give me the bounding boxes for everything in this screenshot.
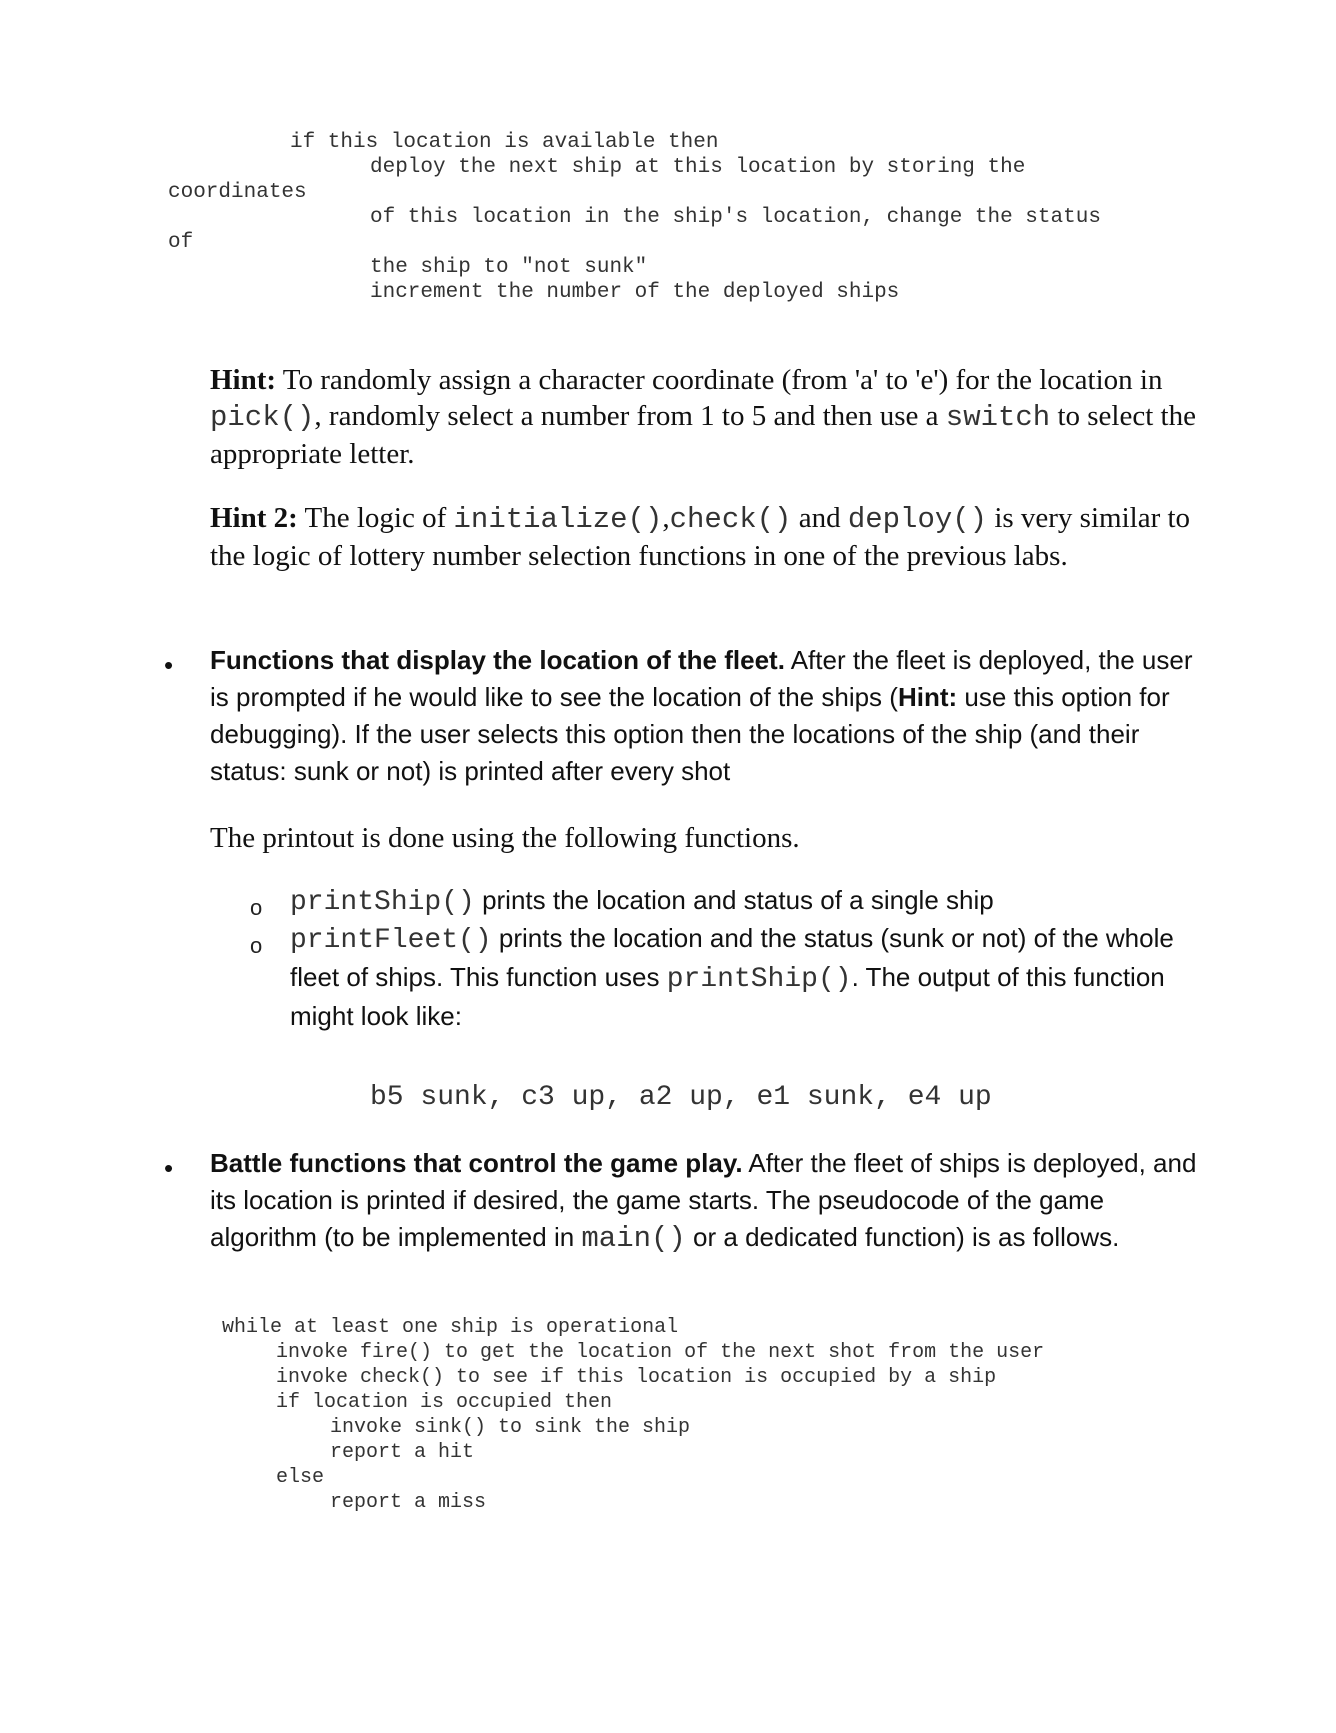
code-line: if location is occupied then	[276, 1391, 613, 1414]
sub-item-text: prints the location and the status (sunk or not) of the whole fleet of ships. This function uses	[290, 923, 1174, 992]
code-line: report a miss	[330, 1491, 487, 1514]
code-line: while at least one ship is operational	[222, 1316, 679, 1339]
section-text: After the fleet is deployed, the user is prompted if he would like to see the location of the ships (	[210, 645, 1193, 712]
sub-bullet-marker: o	[250, 895, 263, 920]
sub-bullet-marker: o	[250, 933, 263, 958]
code-line: invoke fire() to get the location of the next shot from the user	[276, 1341, 1045, 1364]
sample-output: b5 sunk, c3 up, a2 up, e1 sunk, e4 up	[370, 1082, 992, 1113]
battle-functions-paragraph	[210, 1145, 1200, 1257]
hint-label: Hint:	[210, 364, 277, 396]
display-functions-paragraph	[210, 642, 1200, 790]
section-heading: Functions that display the location of the fleet.	[210, 645, 785, 675]
bullet-marker: •	[164, 650, 174, 680]
section-text: After the fleet of ships is deployed, and its location is printed if desired, the game starts. The pseudocode of the game algorithm (to be implemented in	[210, 1148, 1197, 1252]
inline-code: initialize()	[453, 503, 663, 536]
hint-text: , randomly select a number from 1 to 5 and then use a	[314, 400, 946, 432]
inline-code: check()	[669, 503, 792, 536]
code-line: else	[276, 1466, 325, 1489]
hint2-sep: ,	[662, 502, 670, 534]
hint2-paragraph	[210, 500, 1200, 574]
inline-code: switch	[945, 401, 1051, 434]
code-line: invoke check() to see if this location is occupied by a ship	[276, 1366, 997, 1389]
bullet-marker: •	[164, 1153, 174, 1183]
code-line: the ship to "not sunk"	[370, 256, 648, 279]
inline-code: printFleet()	[290, 925, 492, 956]
code-line: of this location in the ship's location, change the status	[370, 206, 1101, 229]
code-line: if this location is available then	[290, 131, 719, 154]
section-text: use this option for debugging). If the user selects this option then the locations of the ship (and their status: sunk or not) is printed after every shot	[210, 682, 1170, 786]
hint-label: Hint:	[897, 682, 958, 712]
section-heading: Battle functions that control the game play.	[210, 1148, 743, 1178]
code-line: coordinates	[168, 181, 307, 204]
hint2-text: and	[791, 502, 848, 534]
inline-code: pick()	[210, 401, 315, 434]
code-line: of	[168, 231, 194, 254]
inline-code: main()	[581, 1222, 686, 1255]
code-line: increment the number of the deployed ships	[370, 281, 900, 304]
sub-item-text: . The output of this function might look like:	[290, 962, 1165, 1031]
hint-text: to select the appropriate letter.	[210, 400, 1196, 470]
hint2-text: is very similar to the logic of lottery number selection functions in one of the previous labs.	[210, 502, 1191, 572]
hint-paragraph	[210, 362, 1200, 472]
sub-item-printfleet	[290, 920, 1190, 1035]
sub-item-text: prints the location and status of a single ship	[474, 885, 994, 915]
code-line: invoke sink() to sink the ship	[330, 1416, 691, 1439]
sub-item-printship	[290, 882, 1190, 921]
code-line: deploy the next ship at this location by storing the	[370, 156, 1026, 179]
hint2-label: Hint 2:	[210, 502, 298, 534]
section-text: or a dedicated function) is as follows.	[685, 1222, 1120, 1252]
inline-code: printShip()	[666, 964, 852, 995]
printout-intro: The printout is done using the following functions.	[210, 822, 800, 854]
hint2-text: The logic of	[297, 502, 454, 534]
inline-code: printShip()	[290, 887, 475, 918]
hint-text: To randomly assign a character coordinate (from 'a' to 'e') for the location in	[276, 364, 1163, 396]
code-line: report a hit	[330, 1441, 475, 1464]
inline-code: deploy()	[847, 503, 988, 536]
